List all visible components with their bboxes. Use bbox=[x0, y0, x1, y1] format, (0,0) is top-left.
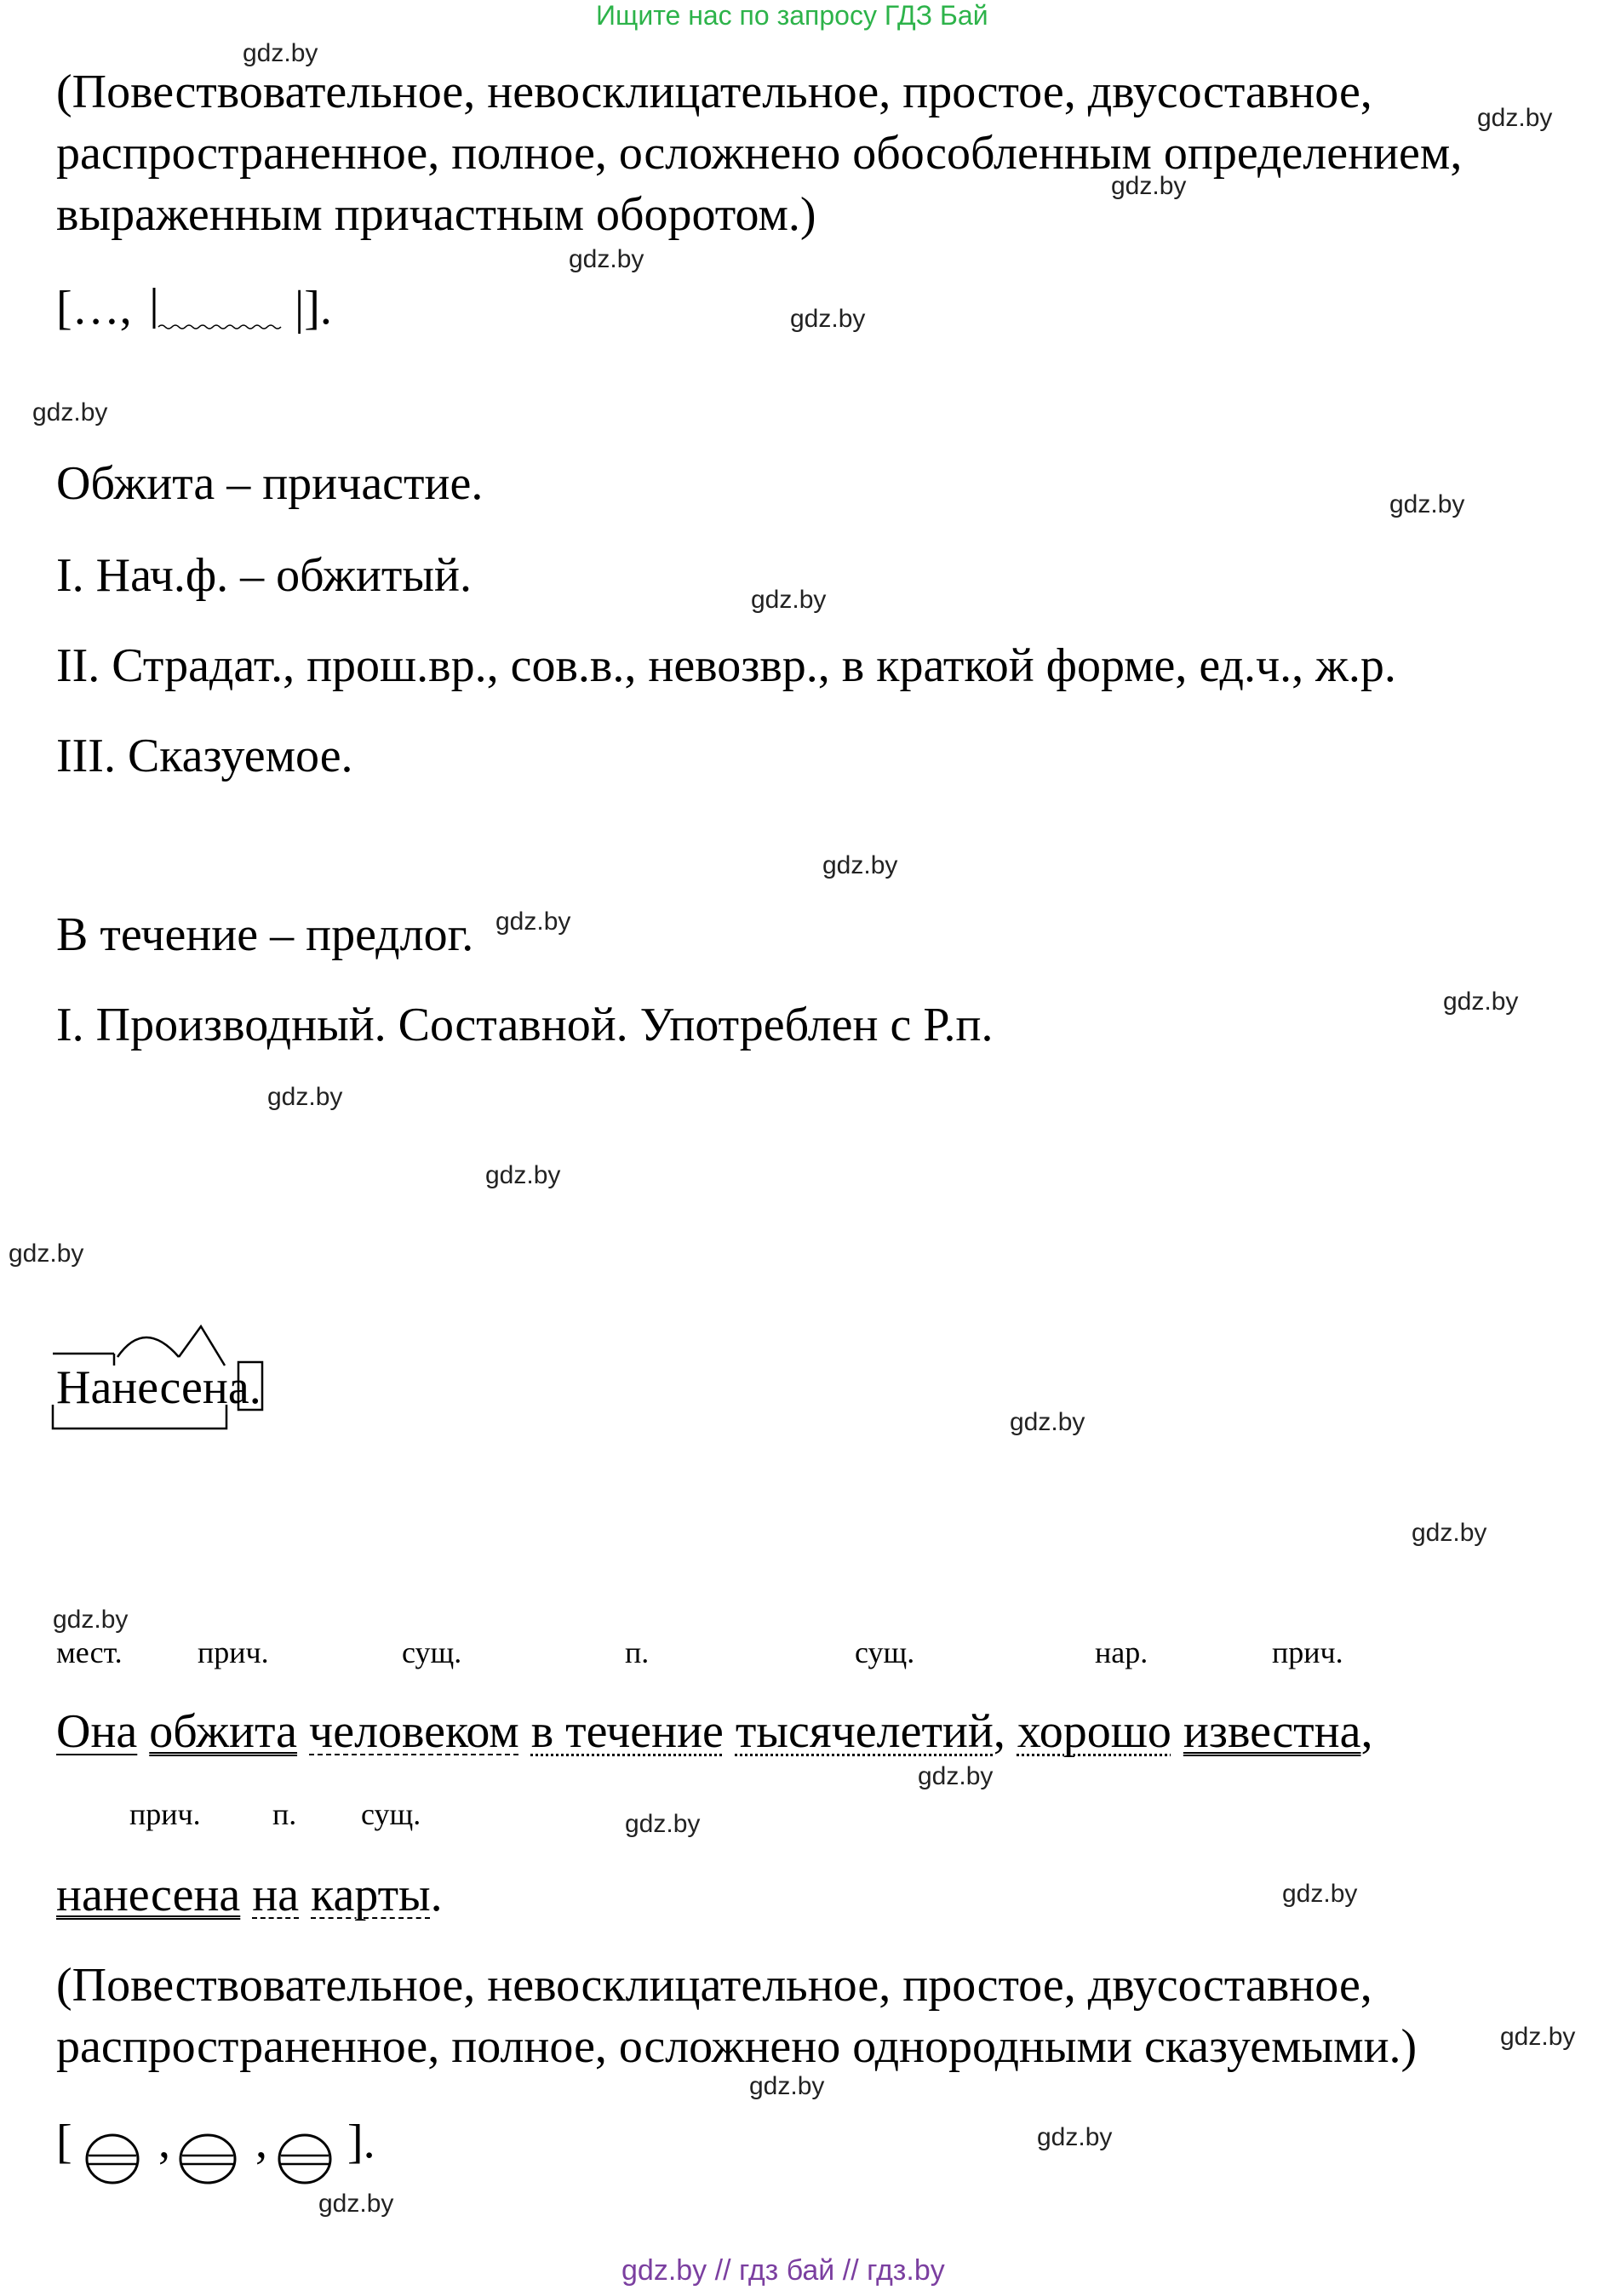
comma: , bbox=[993, 1705, 1005, 1758]
analysis-item: III. Сказуемое. bbox=[56, 730, 353, 782]
watermark: gdz.by bbox=[495, 908, 571, 936]
characteristic-line: выраженным причастным оборотом.) bbox=[56, 188, 816, 241]
characteristic-line: (Повествовательное, невосклицательное, простое, двусоставное, bbox=[56, 1959, 1372, 2012]
watermark: gdz.by bbox=[749, 2072, 825, 2100]
watermark: gdz.by bbox=[267, 1083, 343, 1111]
scheme-comma: , bbox=[158, 2116, 170, 2168]
sentence-line bbox=[56, 1701, 1372, 1762]
analysis-item: I. Нач.ф. – обжитый. bbox=[56, 549, 472, 602]
watermark: gdz.by bbox=[1111, 172, 1187, 200]
predicate-word: обжита bbox=[149, 1705, 298, 1758]
watermark: gdz.by bbox=[625, 1810, 701, 1838]
pos-label: прич. bbox=[129, 1797, 201, 1831]
watermark: gdz.by bbox=[243, 39, 318, 67]
watermark: gdz.by bbox=[569, 245, 644, 273]
analysis-item: II. Страдат., прош.вр., сов.в., невозвр., в краткой форме, ед.ч., ж.р. bbox=[56, 639, 1396, 692]
watermark: gdz.by bbox=[1389, 490, 1465, 518]
pos-label: п. bbox=[625, 1635, 650, 1669]
watermark: gdz.by bbox=[790, 305, 866, 333]
footer-links[interactable]: gdz.by // гдз бай // гдз.by bbox=[621, 2254, 945, 2287]
homogeneous-predicate-circle bbox=[274, 2128, 342, 2186]
word-dot: . bbox=[249, 1361, 261, 1414]
pos-label: прич. bbox=[1272, 1635, 1343, 1669]
watermark: gdz.by bbox=[918, 1762, 994, 1790]
sentence-scheme-right: |]. bbox=[295, 282, 332, 335]
adverbial-word: хорошо bbox=[1017, 1705, 1171, 1758]
predicate-word: нанесена bbox=[56, 1869, 241, 1921]
morpheme-word bbox=[56, 1357, 261, 1418]
pos-label: нар. bbox=[1095, 1635, 1148, 1669]
object-word: человеком bbox=[309, 1705, 519, 1758]
word-stem: Нанесен bbox=[56, 1361, 228, 1414]
header-search-hint: Ищите нас по запросу ГДЗ Бай bbox=[596, 0, 988, 31]
watermark: gdz.by bbox=[1010, 1408, 1085, 1436]
characteristic-line: (Повествовательное, невосклицательное, простое, двусоставное, bbox=[56, 66, 1372, 118]
participle-title: Обжита – причастие. bbox=[56, 457, 484, 510]
watermark: gdz.by bbox=[822, 851, 898, 879]
watermark: gdz.by bbox=[485, 1161, 561, 1189]
watermark: gdz.by bbox=[53, 1606, 129, 1634]
analysis-item: I. Производный. Составной. Употреблен с Р.п. bbox=[56, 999, 994, 1051]
adverbial-word: тысячелетий bbox=[735, 1705, 994, 1758]
watermark: gdz.by bbox=[1500, 2023, 1576, 2051]
object-word: на bbox=[252, 1869, 300, 1921]
pos-label: п. bbox=[272, 1797, 297, 1831]
watermark: gdz.by bbox=[32, 398, 108, 427]
object-word: карты bbox=[311, 1869, 431, 1921]
period: . bbox=[430, 1869, 443, 1921]
homogeneous-predicate-circle bbox=[82, 2128, 150, 2186]
sentence-line bbox=[56, 1864, 443, 1926]
watermark: gdz.by bbox=[1282, 1880, 1358, 1908]
characteristic-line: распространенное, полное, осложнено однородными сказуемыми.) bbox=[56, 2020, 1418, 2073]
watermark: gdz.by bbox=[318, 2190, 394, 2218]
pos-label: сущ. bbox=[402, 1635, 462, 1669]
participial-phrase-wavy-line bbox=[152, 284, 296, 335]
preposition-title: В течение – предлог. bbox=[56, 908, 474, 961]
predicate-word: известна bbox=[1183, 1705, 1361, 1758]
pos-label: сущ. bbox=[855, 1635, 915, 1669]
watermark: gdz.by bbox=[1443, 988, 1519, 1016]
pos-label: прич. bbox=[198, 1635, 269, 1669]
adverbial-word: в течение bbox=[530, 1705, 724, 1758]
scheme-open-bracket: [ bbox=[56, 2116, 72, 2168]
word-ending: а bbox=[227, 1361, 249, 1414]
scheme-close-bracket: ]. bbox=[347, 2116, 375, 2168]
scheme-comma: , bbox=[255, 2116, 267, 2168]
watermark: gdz.by bbox=[9, 1240, 84, 1268]
pos-label: сущ. bbox=[361, 1797, 421, 1831]
comma: , bbox=[1360, 1705, 1373, 1758]
watermark: gdz.by bbox=[1477, 104, 1553, 132]
sentence-scheme-left: […, bbox=[56, 282, 132, 335]
watermark: gdz.by bbox=[1412, 1519, 1487, 1547]
homogeneous-predicate-circle bbox=[177, 2128, 245, 2186]
subject-word: Она bbox=[56, 1705, 138, 1758]
characteristic-line: распространенное, полное, осложнено обособленным определением, bbox=[56, 127, 1463, 180]
watermark: gdz.by bbox=[1037, 2123, 1113, 2151]
watermark: gdz.by bbox=[751, 586, 827, 614]
pos-label: мест. bbox=[56, 1635, 123, 1669]
